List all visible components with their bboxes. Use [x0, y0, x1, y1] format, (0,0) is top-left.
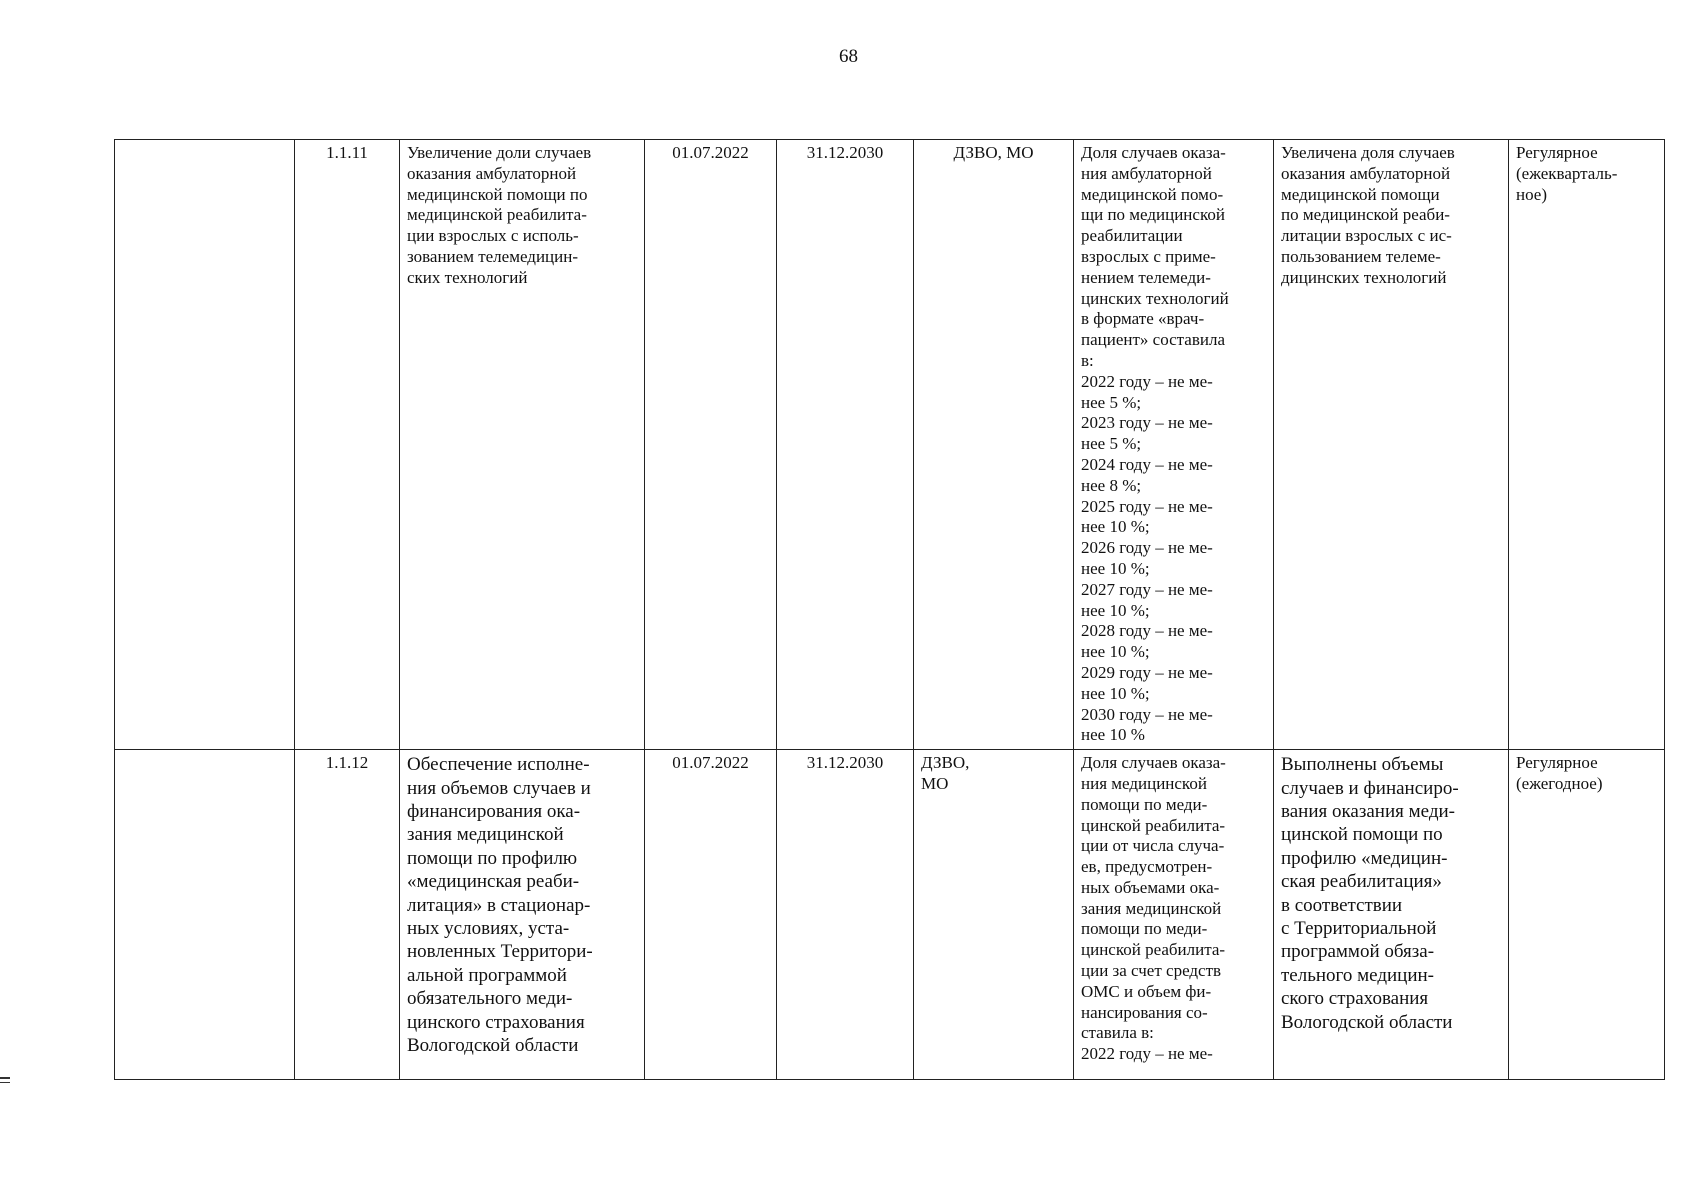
frequency: Регулярное (ежегодное): [1509, 750, 1665, 1080]
empty-cell: [115, 140, 295, 750]
expected-result: Увеличена доля случаев оказания амбулаторной медицинской помощи по медицинской реаби- литации взрослых с ис- пользованием телеме- дицинских технологий: [1274, 140, 1509, 750]
indicator: Доля случаев оказа- ния амбулаторной медицинской помо- щи по медицинской реабилитации взрослых с приме- нением телемеди- цинских технологий в формате «врач- пациент» составила в: 2022 году – не ме- нее 5 %; 2023 году – не ме- нее 5 %; 2024 году – не ме- нее 8 %; 2025 году – не ме- нее 10 %; 2026 году – не ме- нее 10 %; 2027 году – не ме- нее 10 %; 2028 году – не ме- нее 10 %; 2029 году – не ме- нее 10 %; 2030 году – не ме- нее 10 %: [1074, 140, 1274, 750]
start-date: 01.07.2022: [645, 750, 777, 1080]
responsible: ДЗВО, МО: [914, 750, 1074, 1080]
frequency: Регулярное (ежекварталь- ное): [1509, 140, 1665, 750]
measure-task: Обеспечение исполне- ния объемов случаев и финансирования ока- зания медицинской помощи по профилю «медицинская реаби- литация» в стационар- ных условиях, уста- новленных Территори- альной программой обязательного меди- цинского страхования Вологодской области: [400, 750, 645, 1080]
table-row: [115, 750, 1665, 1080]
end-date: 31.12.2030: [777, 750, 914, 1080]
end-date: 31.12.2030: [777, 140, 914, 750]
start-date: 01.07.2022: [645, 140, 777, 750]
page-number: 68: [839, 46, 858, 67]
measure-code: 1.1.11: [295, 140, 400, 750]
expected-result: Выполнены объемы случаев и финансиро- вания оказания меди- цинской помощи по профилю «медицин- ская реабилитация» в соответствии с Территориальной программой обяза- тельного медицин- ского страхования Вологодской области: [1274, 750, 1509, 1080]
scan-edge-mark: [0, 1077, 10, 1087]
measure-task: Увеличение доли случаев оказания амбулаторной медицинской помощи по медицинской реабилита- ции взрослых с исполь- зованием телемедицин- ских технологий: [400, 140, 645, 750]
empty-cell: [115, 750, 295, 1080]
indicator: Доля случаев оказа- ния медицинской помощи по меди- цинской реабилита- ции от числа случа- ев, предусмотрен- ных объемами ока- зания медицинской помощи по меди- цинской реабилита- ции за счет средств ОМС и объем фи- нансирования со- ставила в: 2022 году – не ме-: [1074, 750, 1274, 1080]
table-row: [115, 140, 1665, 750]
measures-table: [114, 139, 1665, 1080]
measure-code: 1.1.12: [295, 750, 400, 1080]
responsible: ДЗВО, МО: [914, 140, 1074, 750]
